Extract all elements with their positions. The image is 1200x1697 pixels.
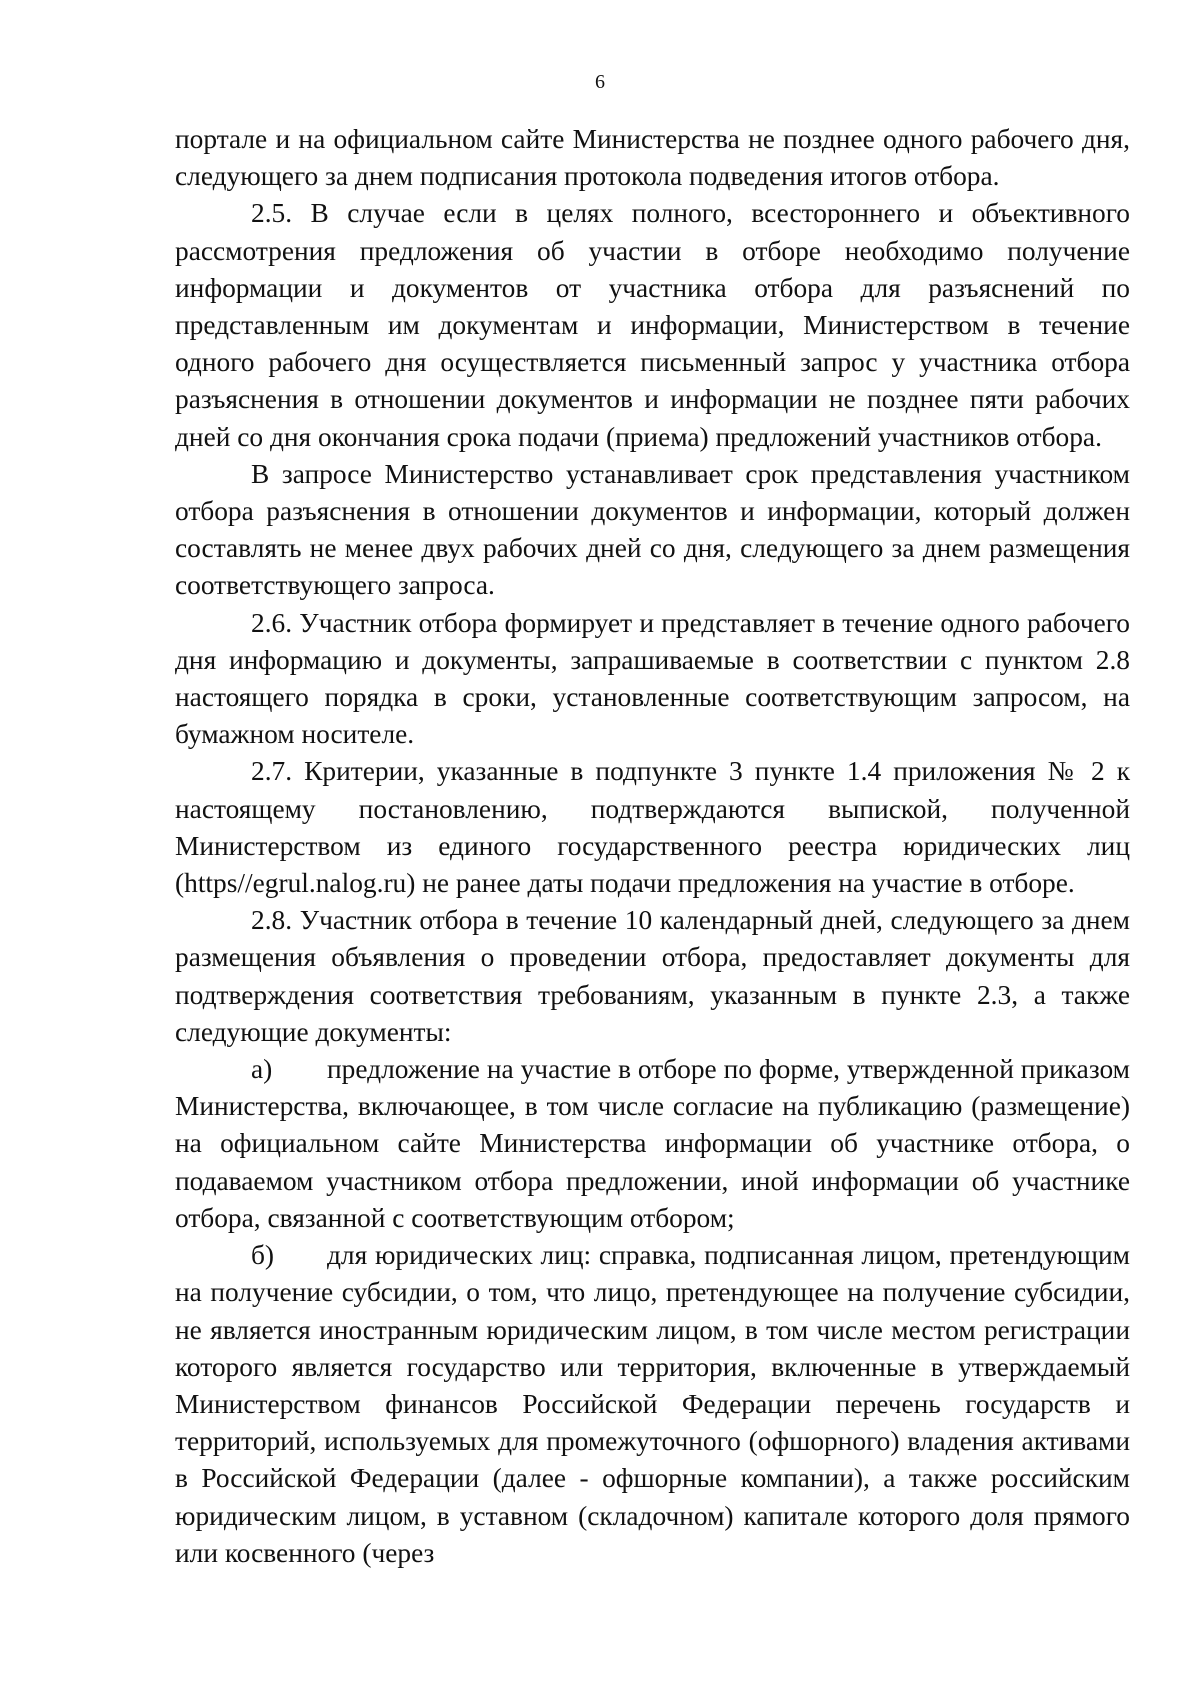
paragraph-2-6: 2.6. Участник отбора формирует и представляет в течение одного рабочего дня информацию и документы, запрашиваемые в соответствии с пунктом 2.8 настоящего порядка в сроки, установленные соответствующим запросом, на бумажном носителе.: [175, 607, 1130, 750]
list-item-a: [175, 1051, 1130, 1237]
paragraph-request-term: В запросе Министерство устанавливает срок представления участником отбора разъяснения в отношении документов и информации, который должен составлять не менее двух рабочих дней со дня, следующего за днем размещения соответствующего запроса.: [175, 458, 1130, 601]
list-text-b: для юридических лиц: справка, подписанная лицом, претендующим на получение субсидии, о том, что лицо, претендующее на получение субсидии, не является иностранным юридическим лицом, в том числе местом регистрации которого является государство или территория, включенные в утверждаемый Министерством финансов Российской Федерации перечень государств и территорий, используемых для промежуточного (офшорного) владения активами в Российской Федерации (далее - офшорные компании), а также российским юридическим лицом, в уставном (складочном) капитале которого доля прямого или косвенного (через: [175, 1240, 1130, 1568]
page-number: 6: [595, 71, 605, 93]
list-text-a: предложение на участие в отборе по форме, утвержденной приказом Министерства, включающее, в том числе согласие на публикацию (размещение) на официальном сайте Министерства информации об участнике отбора, о подаваемом участником отбора предложении, иной информации об участнике отбора, связанной с соответствующим отбором;: [175, 1054, 1130, 1233]
list-item-b: [175, 1237, 1130, 1572]
paragraph-2-8: 2.8. Участник отбора в течение 10 календарный дней, следующего за днем размещения объявления о проведении отбора, предоставляет документы для подтверждения соответствия требованиям, указанным в пункте 2.3, а также следующие документы:: [175, 905, 1130, 1047]
paragraph-continuation: портале и на официальном сайте Министерства не позднее одного рабочего дня, следующего за днем подписания протокола подведения итогов отбора.: [175, 124, 1130, 192]
paragraph-2-7: 2.7. Критерии, указанные в подпункте 3 пункте 1.4 приложения № 2 к настоящему постановлению, подтверждаются выпиской, полученной Министерством из единого государственного реестра юридических лиц (https//egrul.nalog.ru) не ранее даты подачи предложения на участие в отборе.: [175, 756, 1130, 899]
paragraph-2-5: 2.5. В случае если в целях полного, всестороннего и объективного рассмотрения предложения об участии в отборе необходимо получение информации и документов от участника отбора для разъяснений по представленным им документам и информации, Министерством в течение одного рабочего дня осуществляется письменный запрос у участника отбора разъяснения в отношении документов и информации не позднее пяти рабочих дней со дня окончания срока подачи (приема) предложений участников отбора.: [175, 198, 1130, 452]
list-marker-a: а): [251, 1054, 273, 1085]
list-marker-b: б): [251, 1240, 275, 1271]
document-body: [175, 121, 1130, 1572]
